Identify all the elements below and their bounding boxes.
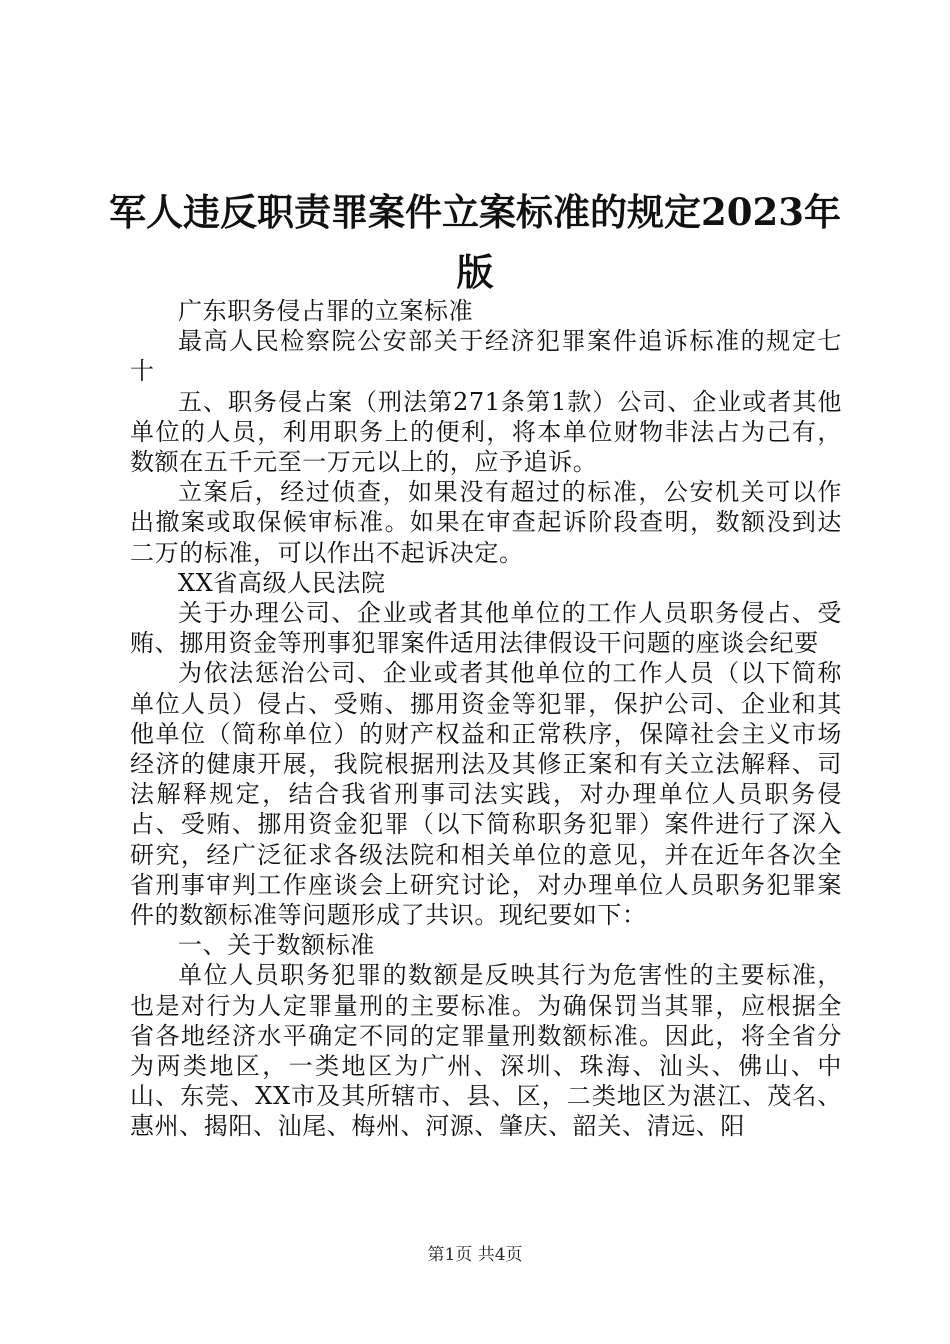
page-number: 第1页 共4页 [427, 1245, 523, 1265]
paragraph-regulation-title: 最高人民检察院公安部关于经济犯罪案件追诉标准的规定七十 [130, 327, 842, 386]
paragraph-article-75: 五、职务侵占案（刑法第271条第1款）公司、企业或者其他单位的人员，利用职务上的便利，将本单位财物非法占为己有，数额在五千元至一万元以上的，应予追诉。 [130, 387, 842, 477]
paragraph-amount-standard: 单位人员职务犯罪的数额是反映其行为危害性的主要标准，也是对行为人定罪量刑的主要标准。为确保罚当其罪，应根据全省各地经济水平确定不同的定罪量刑数额标准。因此，将全省分为两类地区，一类地区为广州、深圳、珠海、汕头、佛山、中山、东莞、XX市及其所辖市、县、区，二类地区为湛江、茂名、惠州、揭阳、汕尾、梅州、河源、肇庆、韶关、清远、阳 [130, 961, 842, 1141]
paragraph-section-heading: 一、关于数额标准 [178, 931, 375, 960]
paragraph-standard-heading: 广东职务侵占罪的立案标准 [178, 297, 474, 325]
document-title: 军人违反职责罪案件立案标准的规定2023年版 [109, 190, 841, 294]
paragraph-preamble: 为依法惩治公司、企业或者其他单位的工作人员（以下简称单位人员）侵占、受贿、挪用资金等犯罪，保护公司、企业和其他单位（简称单位）的财产权益和正常秩序，保障社会主义市场经济的健康开展，我院根据刑法及其修正案和有关立法解释、司法解释规定，结合我省刑事司法实践，对办理单位人员职务侵占、受贿、挪用资金犯罪（以下简称职务犯罪）案件进行了深入研究，经广泛征求各级法院和相关单位的意见，并在近年各次全省刑事审判工作座谈会上研究讨论，对办理单位人员职务犯罪案件的数额标准等问题形成了共识。现纪要如下： [130, 659, 842, 930]
paragraph-after-filing: 立案后，经过侦查，如果没有超过的标准，公安机关可以作出撤案或取保候审标准。如果在审查起诉阶段查明，数额没到达二万的标准，可以作出不起诉决定。 [130, 478, 842, 567]
paragraph-minutes-title: 关于办理公司、企业或者其他单位的工作人员职务侵占、受贿、挪用资金等刑事犯罪案件适用法律假设干问题的座谈会纪要 [130, 599, 842, 658]
paragraph-court-name: XX省高级人民法院 [178, 568, 386, 597]
document-body [130, 296, 842, 1142]
